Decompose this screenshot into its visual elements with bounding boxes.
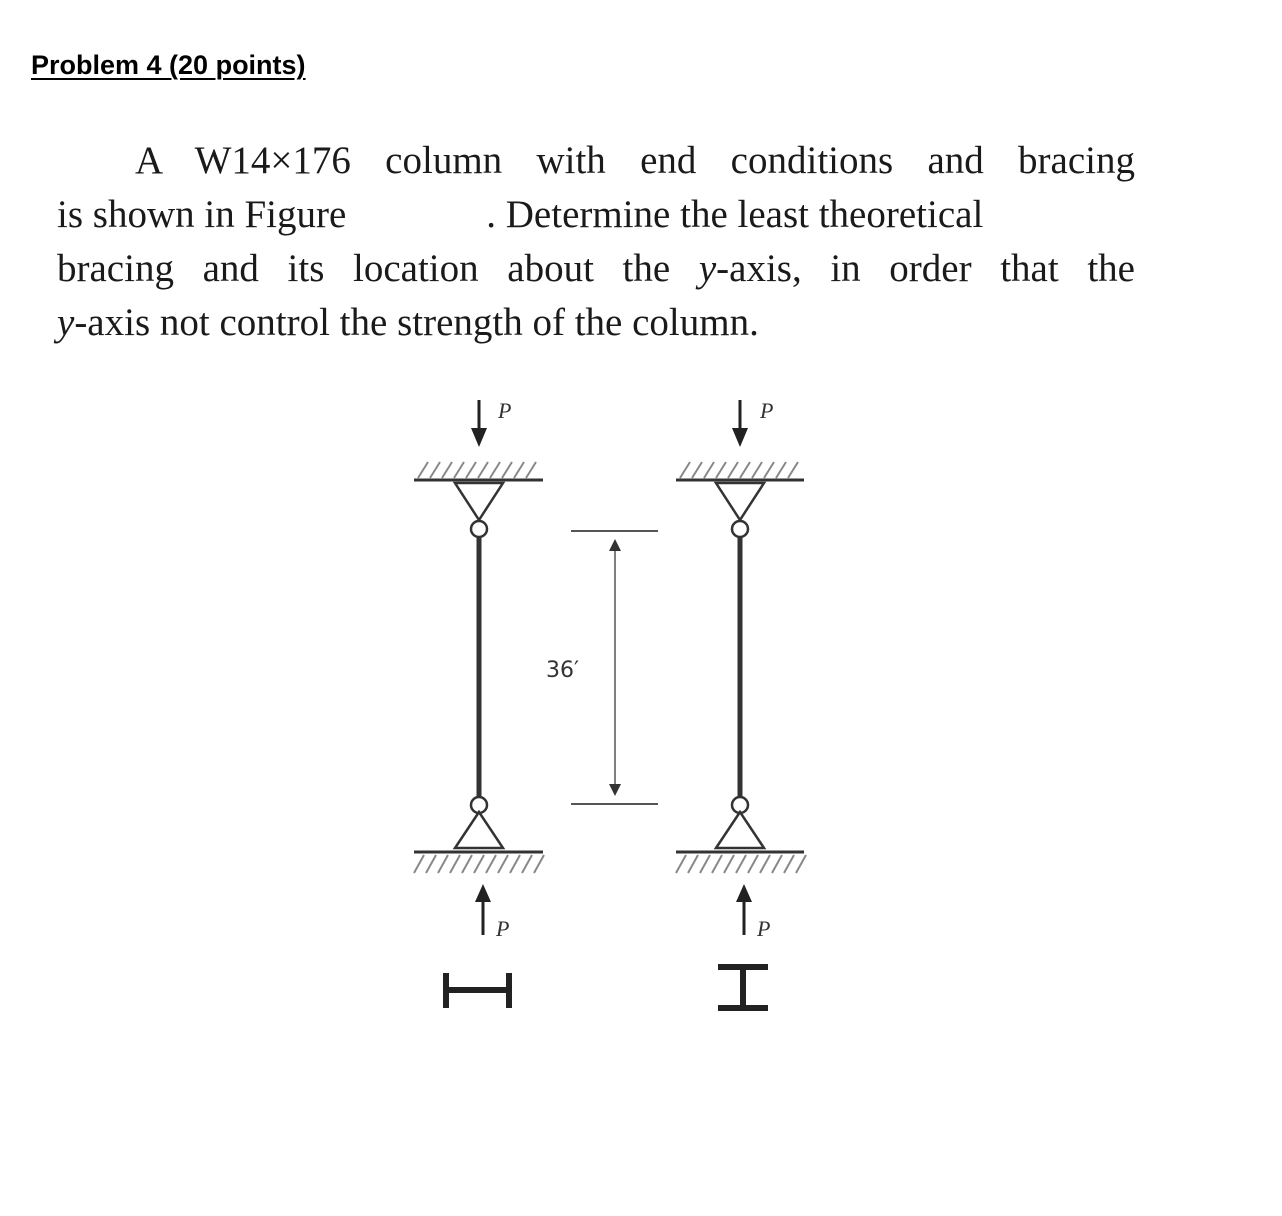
section-glyph-right — [718, 967, 768, 1008]
text-segment: is shown in Figure — [57, 193, 347, 236]
y-axis-variable: y — [698, 247, 717, 290]
height-dimension — [571, 531, 658, 804]
load-label-bottom-right: P — [757, 916, 771, 941]
pin-top-left — [455, 483, 503, 537]
load-label-top-left: P — [498, 398, 512, 423]
pin-top-right — [716, 483, 764, 537]
load-label-bottom-left: P — [496, 916, 510, 941]
fixed-support-bottom-right — [676, 852, 806, 873]
load-arrow-top-right — [732, 400, 748, 447]
pin-bottom-left — [455, 797, 503, 848]
pin-bottom-right — [716, 797, 764, 848]
load-arrow-bottom-right — [736, 884, 752, 935]
problem-text-line-1: A W14×176 column with end conditions and bracing — [135, 139, 1135, 182]
load-label-top-right: P — [760, 398, 774, 423]
text-segment: -axis not control the strength of the column. — [74, 301, 759, 344]
text-segment: bracing and its location about the — [57, 247, 699, 290]
left-column-assembly — [414, 398, 544, 1008]
load-arrow-top-left — [471, 400, 487, 447]
text-segment: -axis, in order that the — [716, 247, 1135, 290]
section-glyph-left — [446, 973, 509, 1008]
load-arrow-bottom-left — [475, 884, 491, 935]
right-column-assembly — [676, 398, 806, 1008]
dimension-label-36ft: 36′ — [546, 658, 579, 683]
y-axis-variable: y — [57, 301, 75, 344]
problem-heading: Problem 4 (20 points) — [31, 50, 306, 80]
fixed-support-top-left — [414, 462, 543, 480]
fixed-support-top-right — [676, 462, 804, 480]
text-segment: . Determine the least theoretical — [486, 193, 984, 236]
fixed-support-bottom-left — [414, 852, 544, 873]
